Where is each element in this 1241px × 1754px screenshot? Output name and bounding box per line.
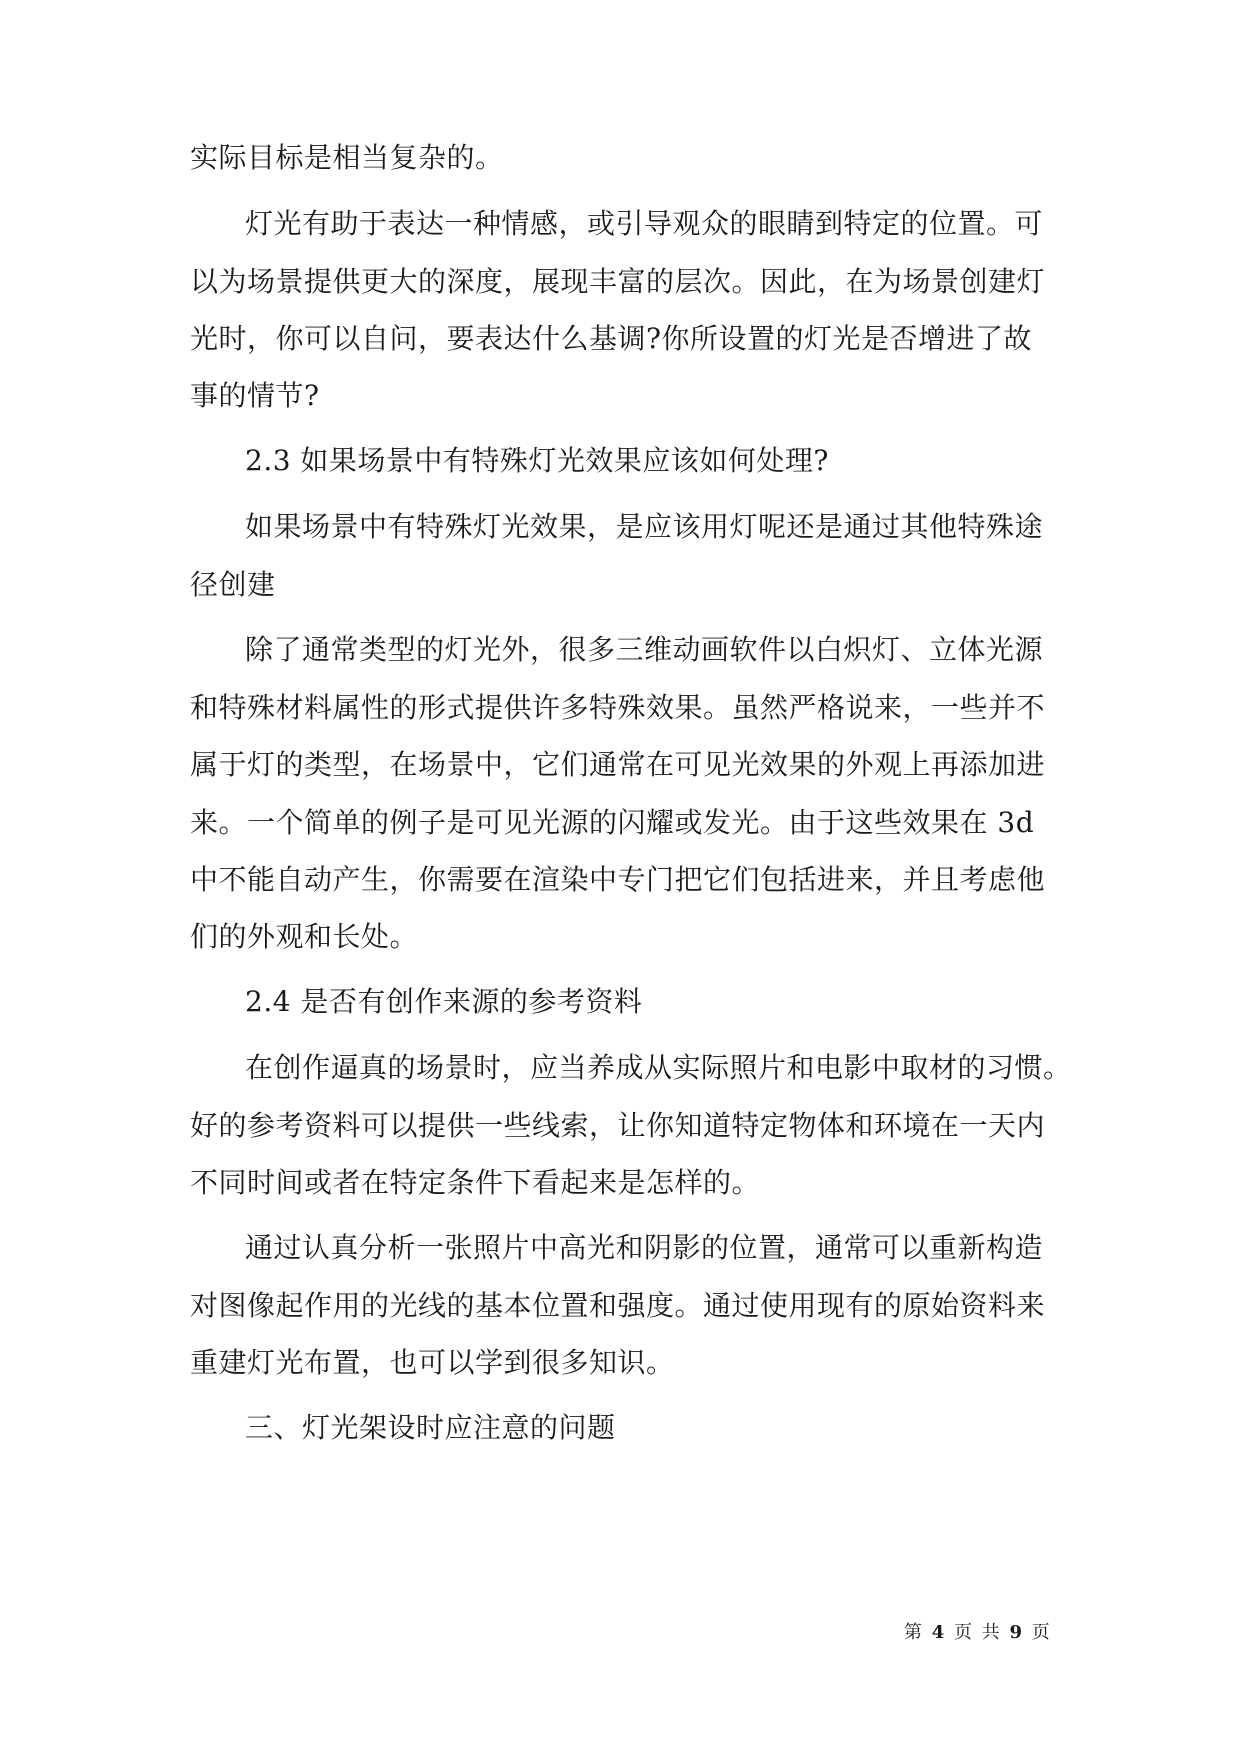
paragraph-line: 光时，你可以自问，要表达什么基调?你所设置的灯光是否增进了故	[190, 322, 1033, 355]
paragraph-line: 属于灯的类型，在场景中，它们通常在可见光效果的外观上再添加进	[190, 748, 1046, 781]
paragraph-line: 中不能自动产生，你需要在渲染中专门把它们包括进来，并且考虑他	[190, 863, 1046, 896]
paragraph-line: 重建灯光布置，也可以学到很多知识。	[190, 1346, 675, 1379]
paragraph-line: 以为场景提供更大的深度，展现丰富的层次。因此，在为场景创建灯	[190, 265, 1046, 298]
footer-suffix: 页	[1031, 1622, 1052, 1643]
paragraph-line: 如果场景中有特殊灯光效果，是应该用灯呢还是通过其他特殊途	[245, 510, 1044, 543]
paragraph-line: 实际目标是相当复杂的。	[190, 141, 504, 174]
paragraph-line: 和特殊材料属性的形式提供许多特殊效果。虽然严格说来，一些并不	[190, 691, 1046, 724]
current-page-number: 4	[931, 1622, 947, 1643]
page-footer	[904, 1620, 1052, 1646]
paragraph-line: 灯光有助于表达一种情感，或引导观众的眼睛到特定的位置。可	[245, 207, 1044, 240]
paragraph-line: 通过认真分析一张照片中高光和阴影的位置，通常可以重新构造	[245, 1231, 1044, 1264]
paragraph-line: 径创建	[190, 568, 276, 601]
footer-prefix: 第	[904, 1622, 924, 1643]
paragraph-line: 们的外观和长处。	[190, 920, 419, 953]
paragraph-line: 不同时间或者在特定条件下看起来是怎样的。	[190, 1166, 761, 1199]
chapter-heading: 三、灯光架设时应注意的问题	[245, 1411, 616, 1444]
section-heading: 2.4 是否有创作来源的参考资料	[245, 985, 643, 1018]
paragraph-line: 在创作逼真的场景时，应当养成从实际照片和电影中取材的习惯。	[245, 1051, 1072, 1084]
paragraph-line: 除了通常类型的灯光外，很多三维动画软件以白炽灯、立体光源	[245, 633, 1044, 666]
paragraph-line: 事的情节?	[190, 379, 320, 412]
paragraph-line: 对图像起作用的光线的基本位置和强度。通过使用现有的原始资料来	[190, 1289, 1046, 1322]
paragraph-line: 来。一个简单的例子是可见光源的闪耀或发光。由于这些效果在 3d	[190, 806, 1035, 839]
paragraph-line: 好的参考资料可以提供一些线索，让你知道特定物体和环境在一天内	[190, 1109, 1046, 1142]
section-heading: 2.3 如果场景中有特殊灯光效果应该如何处理?	[245, 444, 829, 477]
footer-middle: 页 共	[954, 1622, 1002, 1643]
total-page-number: 9	[1009, 1622, 1024, 1643]
